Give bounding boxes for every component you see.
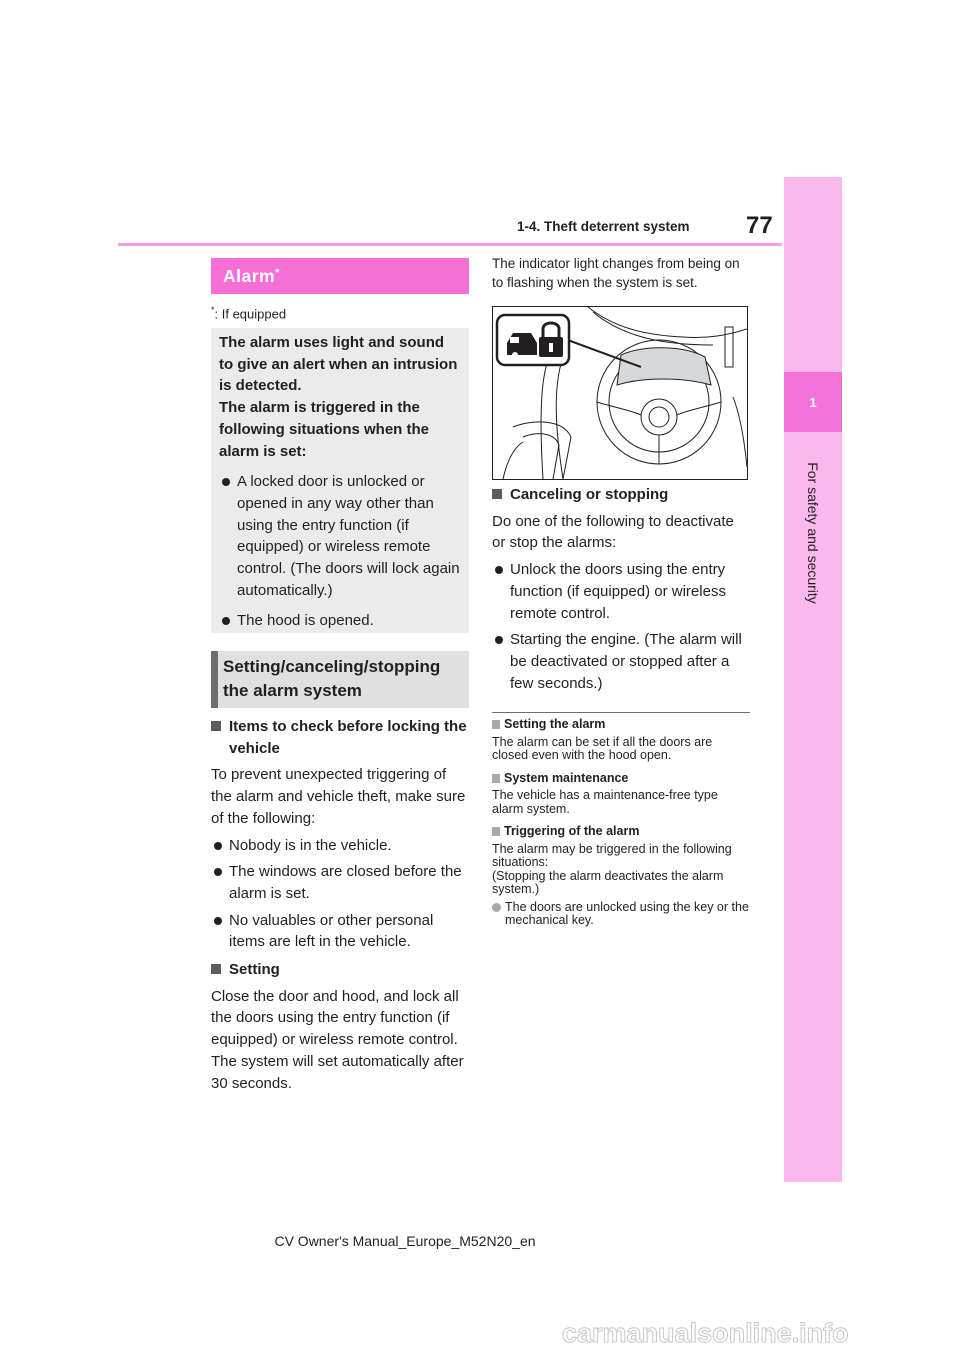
- right-column: [492, 484, 750, 694]
- note-text: The vehicle has a maintenance-free type alarm system.: [492, 788, 718, 816]
- side-tab-chapter-number: 1: [784, 372, 842, 432]
- page-footer: [0, 1233, 960, 1249]
- footnote-mark: *: [211, 305, 215, 315]
- dashboard-illustration: [492, 306, 748, 480]
- check-item: Nobody is in the vehicle.: [211, 835, 469, 857]
- note-heading: Triggering of the alarm: [492, 825, 750, 839]
- side-tab-chapter-label: For safety and security: [805, 462, 821, 604]
- note-text: The alarm can be set if all the doors are closed even with the hood open.: [492, 734, 713, 762]
- watermark-logo: [562, 1318, 952, 1348]
- check-intro: To prevent unexpected triggering of the alarm and vehicle theft, make sure of the following:: [211, 766, 466, 827]
- alarm-title-asterisk: *: [275, 267, 280, 279]
- side-tab-band: [784, 177, 842, 1182]
- check-item: No valuables or other personal items are left in the vehicle.: [211, 910, 469, 953]
- cancel-step: Unlock the doors using the entry function (if equipped) or wireless remote control.: [492, 559, 750, 624]
- footnote-text: : If equipped: [214, 306, 287, 322]
- alarm-trigger-item: A locked door is unlocked or opened in any way other than using the entry function (if equipped) or wireless remote control. (The doors will lock again automatically.): [219, 471, 461, 601]
- note-text: The alarm may be triggered in the following situations: (Stopping the alarm deactivates the alarm system.): [492, 841, 732, 896]
- alarm-trigger-intro: The alarm is triggered in the following situations when the alarm is set:: [219, 399, 429, 460]
- cancel-heading: Canceling or stopping: [492, 484, 750, 506]
- watermark-text: carmanualsonline.info: [562, 1318, 849, 1348]
- notes-section: [492, 718, 750, 928]
- alarm-trigger-item: The hood is opened.: [219, 610, 461, 632]
- dashboard-drawing: [493, 307, 747, 479]
- cancel-step: Starting the engine. (The alarm will be deactivated or stopped after a few seconds.): [492, 629, 750, 694]
- manual-id: CV Owner's Manual_Europe_M52N20_en: [274, 1233, 536, 1249]
- notes-divider: [492, 712, 750, 713]
- setting-heading: Setting: [211, 959, 469, 981]
- section-title: 1-4. Theft deterrent system: [517, 219, 690, 234]
- check-item: The windows are closed before the alarm is set.: [211, 861, 469, 904]
- car-lock-icon: [497, 315, 569, 365]
- cancel-intro: Do one of the following to deactivate or stop the alarms:: [492, 512, 734, 552]
- header-rule: [118, 243, 782, 246]
- indicator-text: The indicator light changes from being on to flashing when the system is set.: [492, 256, 740, 290]
- alarm-title: Alarm: [223, 266, 276, 286]
- page-number: 77: [746, 212, 773, 239]
- left-column: [211, 716, 469, 1094]
- setting-text: Close the door and hood, and lock all the doors using the entry function (if equipped) or wireless remote control. The system will set automatically after 30 seconds.: [211, 987, 464, 1092]
- setting-section-heading: Setting/canceling/stopping the alarm system: [211, 651, 469, 708]
- alarm-info-box: [211, 328, 469, 633]
- note-heading: Setting the alarm: [492, 718, 750, 732]
- alarm-intro: The alarm uses light and sound to give an alert when an intrusion is detected.: [219, 334, 458, 395]
- alarm-section-heading: [211, 258, 469, 294]
- equipped-footnote: [211, 305, 286, 321]
- note-bullet: The doors are unlocked using the key or the mechanical key.: [492, 901, 750, 928]
- check-heading: Items to check before locking the vehicle: [211, 716, 469, 759]
- note-heading: System maintenance: [492, 772, 750, 786]
